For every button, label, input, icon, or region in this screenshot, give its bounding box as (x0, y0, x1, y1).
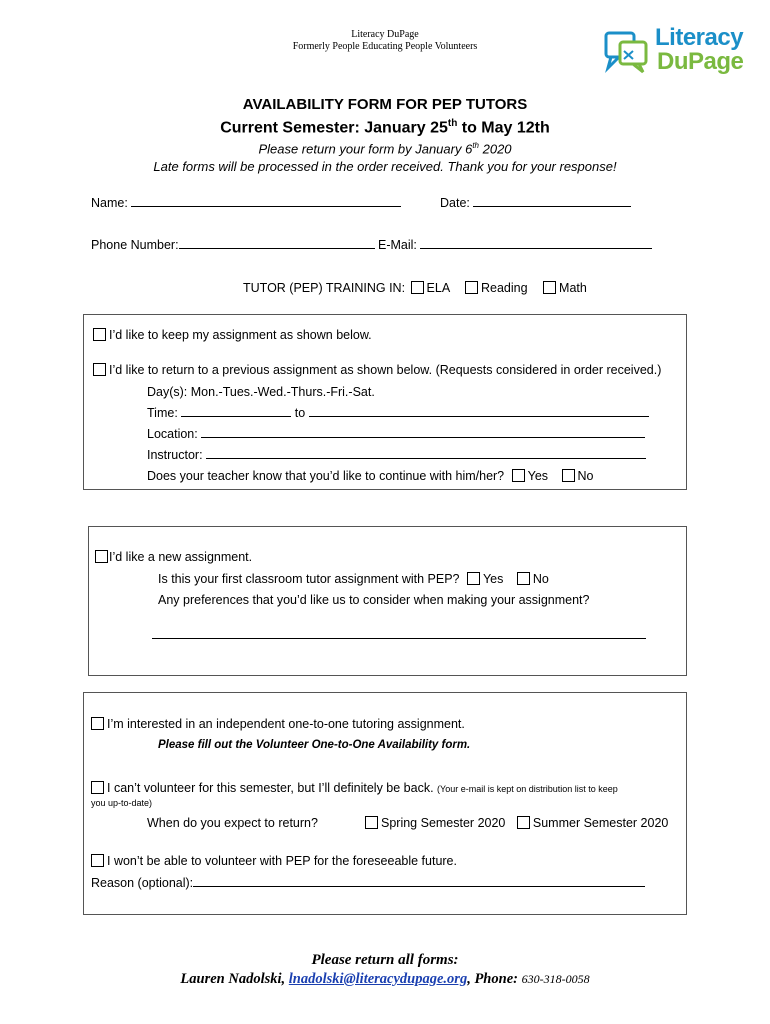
teacher-yes-label: Yes (527, 469, 549, 483)
teacher-no-checkbox[interactable] (562, 469, 575, 482)
summer-label: Summer Semester 2020 (532, 816, 669, 830)
time-to-label: to (294, 406, 306, 420)
email-label: E-Mail: (378, 238, 417, 252)
instructor-field[interactable] (147, 448, 646, 462)
phone-line[interactable] (179, 238, 375, 249)
spring-checkbox[interactable] (365, 816, 378, 829)
time-end-line[interactable] (309, 406, 649, 417)
teacher-yes-checkbox[interactable] (512, 469, 525, 482)
late-note: Late forms will be processed in the order received. Thank you for your response! (153, 159, 617, 174)
spring-label: Spring Semester 2020 (381, 816, 506, 830)
reason-field[interactable] (91, 876, 645, 890)
return-deadline: Please return your form by January 6th 2020 (258, 141, 512, 157)
instructor-label: Instructor: (147, 448, 203, 462)
fill-out-note: Please fill out the Volunteer One-to-One Availability form. (158, 739, 471, 751)
keep-assignment-option[interactable] (93, 328, 372, 342)
form-title: AVAILABILITY FORM FOR PEP TUTORS (242, 96, 528, 113)
reading-checkbox[interactable] (465, 281, 478, 294)
email-line[interactable] (420, 238, 652, 249)
new-assignment-checkbox[interactable] (95, 550, 108, 563)
first-assignment-row (158, 572, 549, 586)
return-semester-options (365, 816, 668, 830)
first-yes-checkbox[interactable] (467, 572, 480, 585)
logo-text-literacy: Literacy (655, 24, 744, 51)
ela-checkbox[interactable] (411, 281, 424, 294)
current-semester: Current Semester: January 25th to May 12th (220, 118, 550, 137)
date-label: Date: (440, 196, 470, 210)
instructor-line[interactable] (206, 448, 646, 459)
first-no-label: No (532, 572, 549, 586)
training-label: TUTOR (PEP) TRAINING IN: (243, 281, 406, 295)
time-field[interactable] (147, 406, 649, 420)
teacher-knows-question: Does your teacher know that you’d like to continue with him/her? (147, 469, 505, 483)
new-assignment-label: I’d like a new assignment. (109, 550, 253, 564)
first-no-checkbox[interactable] (517, 572, 530, 585)
wont-volunteer-option[interactable] (91, 854, 457, 868)
cant-volunteer-label: I can’t volunteer for this semester, but I’ll definitely be back. (107, 781, 434, 795)
first-yes-label: Yes (482, 572, 504, 586)
contact-phone: 630-318-0058 (521, 972, 590, 986)
preferences-line[interactable] (152, 638, 646, 639)
footer-please-return: Please return all forms: (311, 952, 459, 968)
time-label: Time: (147, 406, 178, 420)
math-checkbox[interactable] (543, 281, 556, 294)
return-previous-label: I’d like to return to a previous assignment as shown below. (Requests considered in order received.) (109, 363, 662, 377)
keep-assignment-checkbox[interactable] (93, 328, 106, 341)
location-label: Location: (147, 427, 198, 441)
literacy-dupage-logo (603, 26, 743, 78)
email-field[interactable] (378, 238, 652, 252)
wont-volunteer-checkbox[interactable] (91, 854, 104, 867)
name-line[interactable] (131, 196, 401, 207)
keep-assignment-label: I’d like to keep my assignment as shown below. (109, 328, 372, 342)
contact-name: Lauren Nadolski, (180, 971, 286, 987)
reading-label: Reading (480, 281, 528, 295)
phone-label: Phone Number: (91, 238, 179, 252)
independent-checkbox[interactable] (91, 717, 104, 730)
new-assignment-option[interactable] (95, 550, 252, 564)
name-label: Name: (91, 196, 128, 210)
speech-bubbles-icon (603, 28, 653, 78)
teacher-no-label: No (577, 469, 594, 483)
return-previous-checkbox[interactable] (93, 363, 106, 376)
footer-contact (0, 971, 770, 988)
reason-line[interactable] (193, 876, 645, 887)
preferences-question: Any preferences that you’d like us to consider when making your assignment? (158, 593, 590, 607)
cant-volunteer-checkbox[interactable] (91, 781, 104, 794)
training-row (243, 281, 587, 295)
distribution-note-cont: you up-to-date) (91, 798, 153, 808)
logo-text-dupage: DuPage (657, 48, 744, 75)
time-start-line[interactable] (181, 406, 291, 417)
reason-label: Reason (optional): (91, 876, 194, 890)
org-name: Literacy DuPage (351, 29, 419, 40)
phone-field[interactable] (91, 238, 375, 252)
ela-label: ELA (426, 281, 450, 295)
distribution-note: (Your e-mail is kept on distribution list to keep (437, 784, 618, 794)
return-when-question: When do you expect to return? (147, 816, 318, 830)
first-assignment-question: Is this your first classroom tutor assignment with PEP? (158, 572, 460, 586)
wont-volunteer-label: I won’t be able to volunteer with PEP for the foreseeable future. (107, 854, 457, 868)
date-line[interactable] (473, 196, 631, 207)
date-field[interactable] (440, 196, 631, 210)
org-former-name: Formerly People Educating People Volunteers (292, 41, 478, 52)
location-line[interactable] (201, 427, 645, 438)
teacher-knows-row (147, 469, 594, 483)
summer-checkbox[interactable] (517, 816, 530, 829)
cant-volunteer-option[interactable] (91, 781, 618, 795)
location-field[interactable] (147, 427, 645, 441)
phone-label-footer: , Phone: (467, 971, 518, 987)
contact-email-link[interactable]: lnadolski@literacydupage.org (288, 971, 468, 987)
math-label: Math (559, 281, 587, 295)
return-previous-option[interactable] (93, 363, 661, 377)
days-text: Day(s): Mon.-Tues.-Wed.-Thurs.-Fri.-Sat. (147, 385, 375, 399)
name-field[interactable] (91, 196, 401, 210)
independent-label: I’m interested in an independent one-to-one tutoring assignment. (107, 717, 465, 731)
independent-option[interactable] (91, 717, 465, 731)
